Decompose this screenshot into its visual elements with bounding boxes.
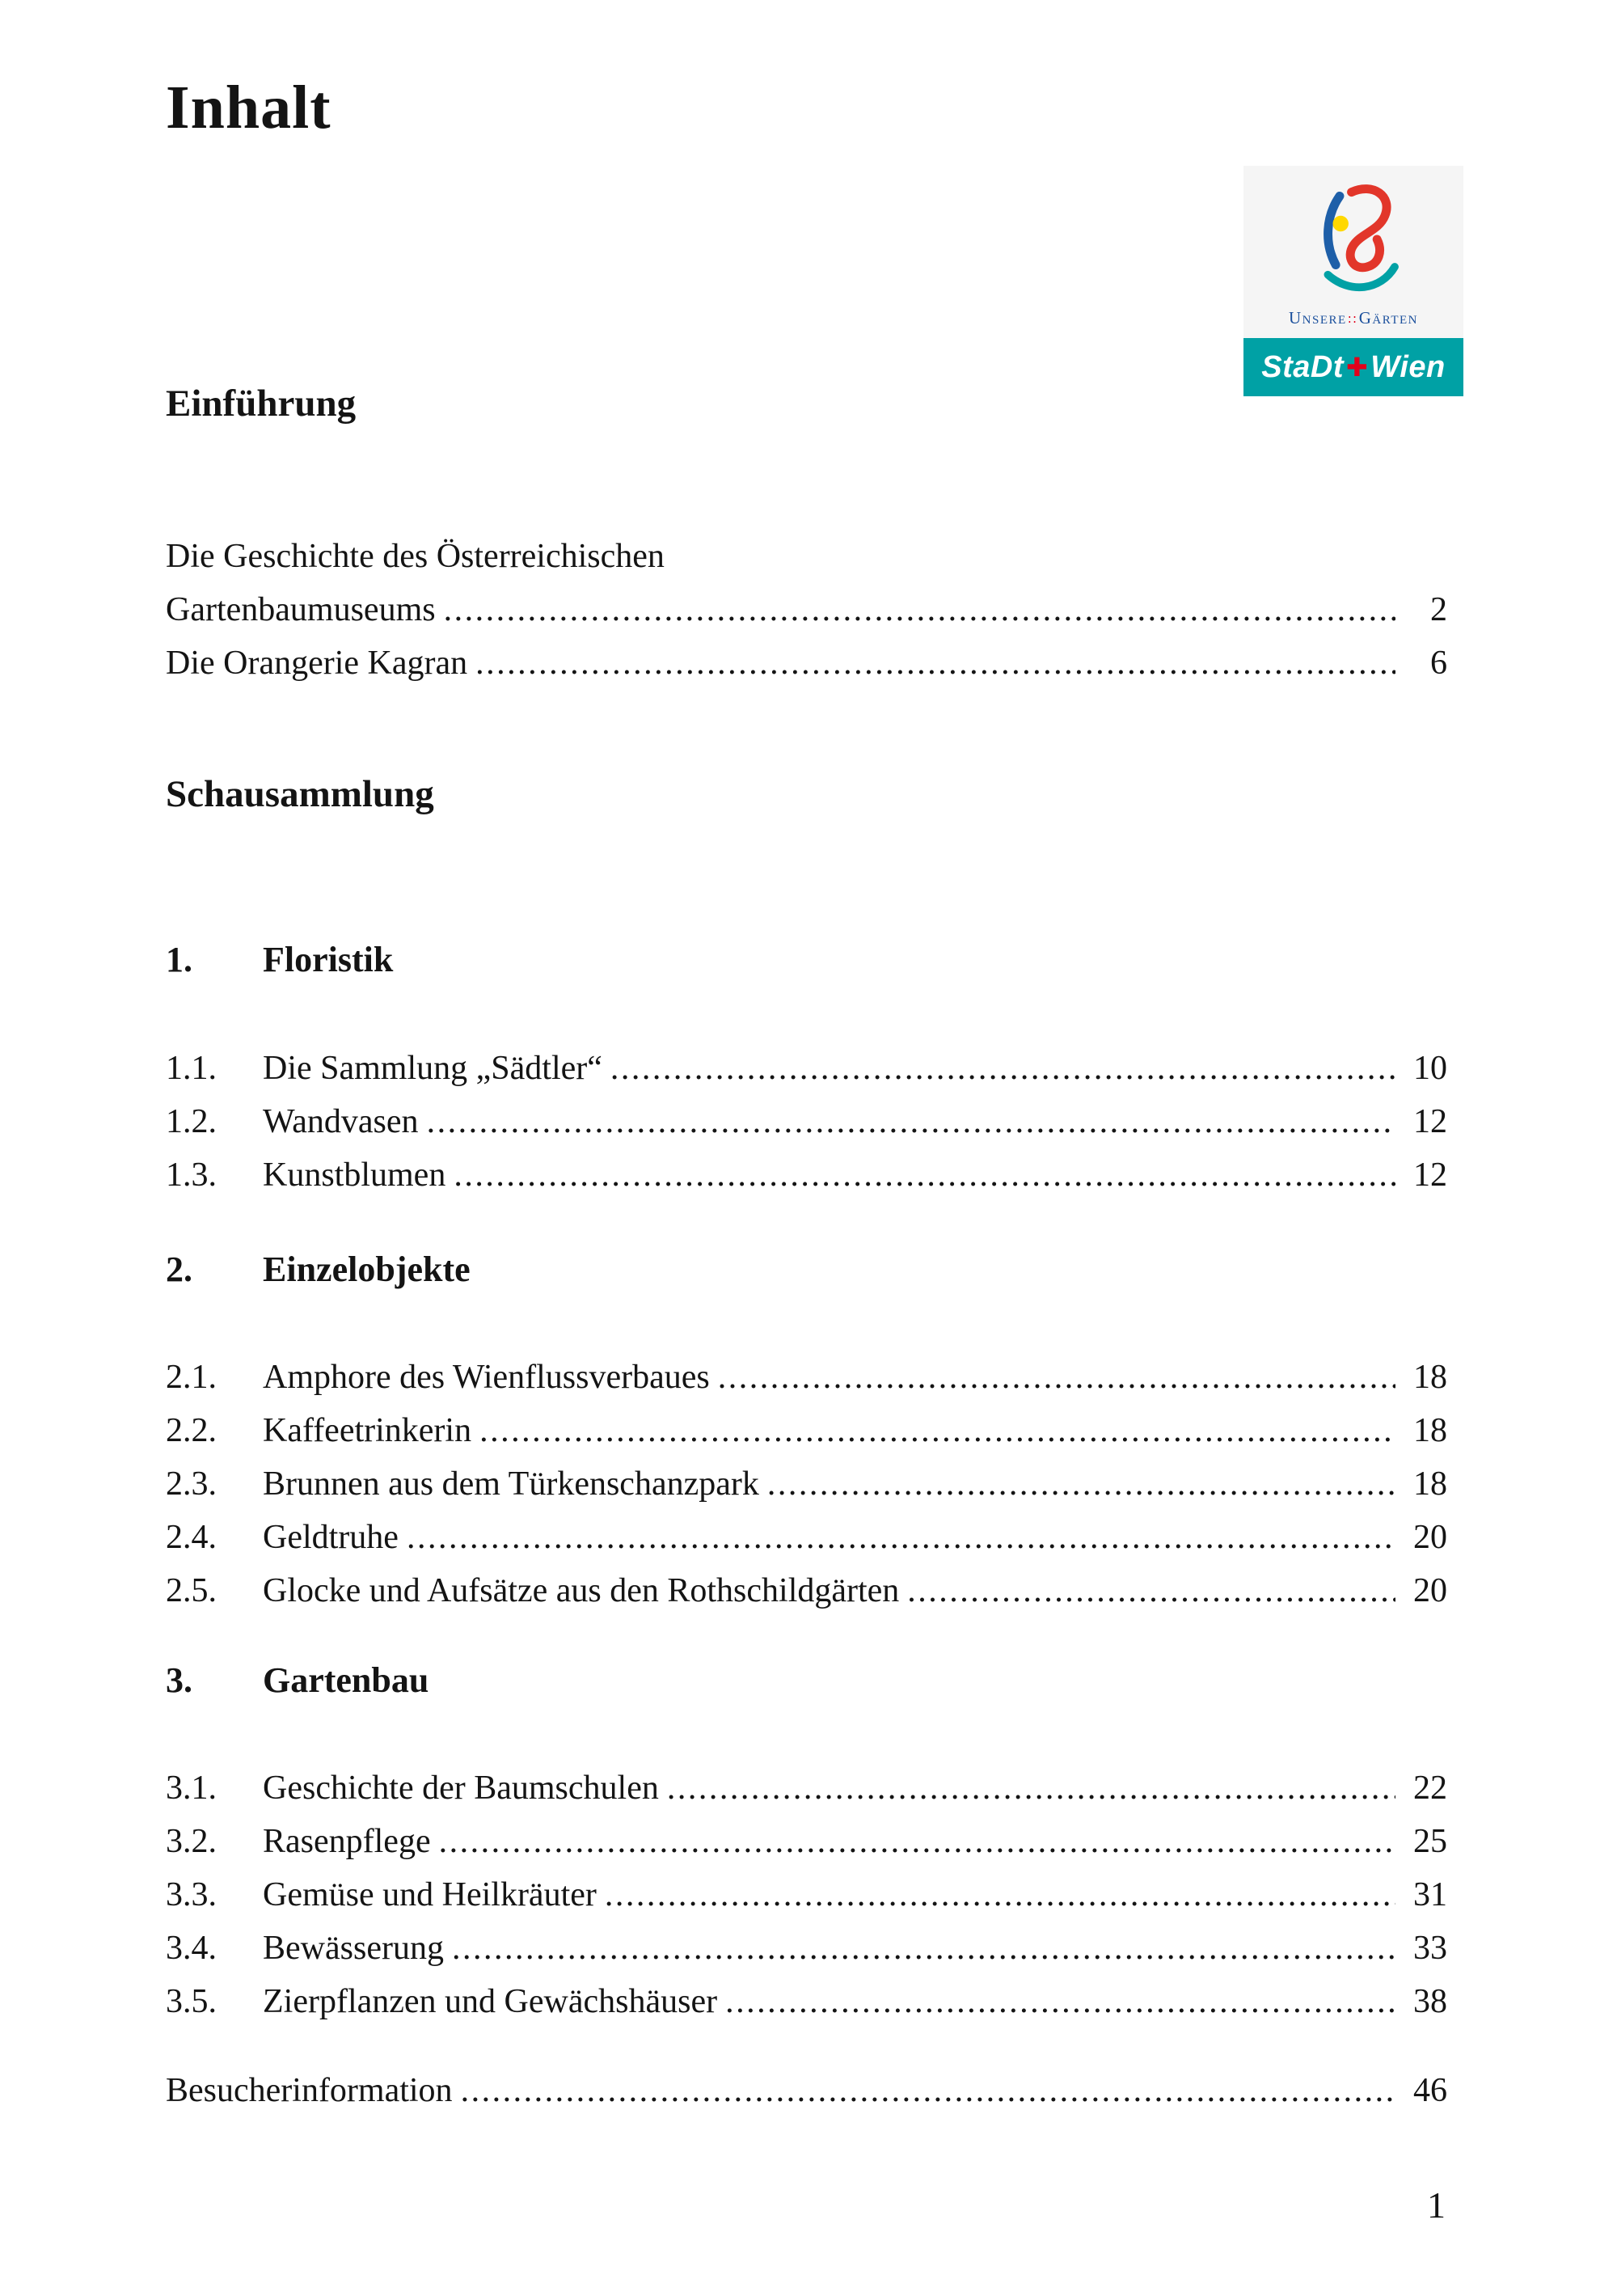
toc-entry	[166, 2064, 1447, 2117]
toc-entry-number: 3.5.	[166, 1983, 217, 2020]
dot-leader	[453, 2064, 1395, 2117]
wordmark-left: Unsere	[1289, 308, 1347, 328]
toc-entry	[166, 1815, 1447, 1868]
toc-entry-label: Kunstblumen	[263, 1156, 446, 1194]
dot-leader	[444, 1922, 1395, 1975]
dot-leader	[445, 1148, 1395, 1202]
toc-group-besucherinformation	[166, 2064, 1447, 2117]
dot-leader	[467, 636, 1395, 690]
toc-entry-label: Wandvasen	[263, 1103, 419, 1140]
toc-entry	[166, 1404, 1447, 1457]
toc-entry-label: Geldtruhe	[263, 1519, 399, 1556]
chapter-number: 3.	[166, 1660, 192, 1700]
toc-entry-label: Gemüse und Heilkräuter	[263, 1876, 597, 1913]
toc-entry-page: 46	[1413, 2072, 1447, 2109]
dot-leader	[399, 1511, 1395, 1564]
toc-entry	[166, 1457, 1447, 1511]
toc-entry-label: Brunnen aus dem Türkenschanzpark	[263, 1465, 759, 1503]
section-heading-einfuehrung: Einführung	[166, 383, 357, 425]
toc-entry-label: Die Sammlung „Sädtler“	[263, 1050, 602, 1087]
toc-entry-number: 1.2.	[166, 1103, 217, 1140]
dot-leader	[602, 1042, 1395, 1095]
page-title: Inhalt	[166, 74, 331, 142]
unsere-gaerten-logo	[1243, 166, 1463, 338]
toc-entry	[166, 1511, 1447, 1564]
toc-entry-page: 2	[1430, 591, 1447, 628]
toc-group-floristik	[166, 1042, 1447, 1202]
toc-entry	[166, 1148, 1447, 1202]
toc-entry-label: Besucherinformation	[166, 2072, 453, 2109]
section-heading-schausammlung: Schausammlung	[166, 773, 434, 815]
toc-entry-number: 2.4.	[166, 1519, 217, 1556]
dot-leader	[419, 1095, 1395, 1148]
toc-entry-number: 3.4.	[166, 1930, 217, 1967]
toc-entry-page: 33	[1413, 1930, 1447, 1967]
dot-leader	[759, 1457, 1395, 1511]
dot-leader	[710, 1351, 1395, 1404]
stadt-wien-part1: StaDt	[1261, 349, 1344, 384]
toc-entry-page: 18	[1413, 1465, 1447, 1503]
toc-entry-page: 6	[1430, 645, 1447, 682]
toc-entry-label: Bewässerung	[263, 1930, 444, 1967]
toc-entry-page: 18	[1413, 1359, 1447, 1396]
dot-leader	[431, 1815, 1395, 1868]
toc-entry-page: 38	[1413, 1983, 1447, 2020]
dot-leader	[659, 1761, 1395, 1815]
toc-entry-number: 1.3.	[166, 1156, 217, 1194]
chapter-title: Gartenbau	[263, 1660, 429, 1700]
toc-entry	[166, 1922, 1447, 1975]
toc-entry-page: 22	[1413, 1770, 1447, 1807]
toc-entry-number: 2.1.	[166, 1359, 217, 1396]
toc-entry-label-line1: Die Geschichte des Österreichischen	[166, 538, 665, 575]
toc-group-einfuehrung	[166, 530, 1447, 690]
toc-entry-number: 2.5.	[166, 1572, 217, 1609]
chapter-number: 1.	[166, 940, 192, 979]
toc-entry	[166, 1564, 1447, 1617]
toc-entry-page: 18	[1413, 1412, 1447, 1449]
wordmark-right: Gärten	[1358, 308, 1418, 328]
toc-entry-page: 20	[1413, 1572, 1447, 1609]
toc-entry-label: Rasenpflege	[263, 1823, 431, 1860]
toc-entry	[166, 636, 1447, 690]
chapter-heading-einzelobjekte	[166, 1249, 1447, 1291]
dot-leader	[717, 1975, 1395, 2028]
toc-entry-number: 3.2.	[166, 1823, 217, 1860]
flower-swirl-icon	[1294, 180, 1413, 308]
toc-entry-label: Zierpflanzen und Gewächshäuser	[263, 1983, 718, 2020]
wordmark-separator-icon: ∷	[1348, 314, 1357, 327]
dot-leader	[471, 1404, 1395, 1457]
toc-entry	[166, 1761, 1447, 1815]
toc-entry-page: 10	[1413, 1050, 1447, 1087]
toc-entry-number: 2.2.	[166, 1412, 217, 1449]
unsere-gaerten-wordmark	[1252, 308, 1455, 328]
logo-block	[1243, 166, 1463, 396]
stadt-wien-part2: Wien	[1370, 349, 1446, 384]
page-number: 1	[1427, 2184, 1446, 2226]
chapter-heading-gartenbau	[166, 1660, 1447, 1702]
toc-entry	[166, 1042, 1447, 1095]
chapter-title: Einzelobjekte	[263, 1249, 471, 1289]
toc-entry-label: Geschichte der Baumschulen	[263, 1770, 659, 1807]
dot-leader	[436, 583, 1395, 636]
toc-entry-page: 20	[1413, 1519, 1447, 1556]
dot-leader	[597, 1868, 1395, 1922]
toc-entry-label: Glocke und Aufsätze aus den Rothschildgärten	[263, 1572, 900, 1609]
toc-entry	[166, 1095, 1447, 1148]
toc-entry-number: 3.3.	[166, 1876, 217, 1913]
toc-entry-label: Die Orangerie Kagran	[166, 645, 468, 682]
chapter-number: 2.	[166, 1249, 192, 1289]
red-cross-icon: ✚	[1345, 353, 1369, 382]
toc-entry	[166, 1351, 1447, 1404]
toc-entry-label: Amphore des Wienflussverbaues	[263, 1359, 710, 1396]
toc-group-einzelobjekte	[166, 1351, 1447, 1617]
toc-entry	[166, 1868, 1447, 1922]
toc-entry	[166, 583, 1447, 636]
toc-entry-number: 2.3.	[166, 1465, 217, 1503]
toc-entry-page: 31	[1413, 1876, 1447, 1913]
toc-entry-page: 12	[1413, 1103, 1447, 1140]
chapter-title: Floristik	[263, 940, 394, 979]
toc-entry-page: 12	[1413, 1156, 1447, 1194]
toc-entry-label: Gartenbaumuseums	[166, 591, 436, 628]
toc-entry-number: 3.1.	[166, 1770, 217, 1807]
toc-entry	[166, 1975, 1447, 2028]
toc-entry-number: 1.1.	[166, 1050, 217, 1087]
toc-group-gartenbau	[166, 1761, 1447, 2028]
chapter-heading-floristik	[166, 940, 1447, 981]
toc-entry-page: 25	[1413, 1823, 1447, 1860]
dot-leader	[899, 1564, 1395, 1617]
toc-entry-label: Kaffeetrinkerin	[263, 1412, 472, 1449]
